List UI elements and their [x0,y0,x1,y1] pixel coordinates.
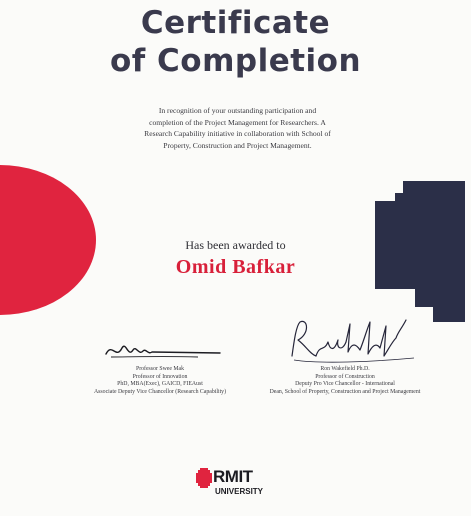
rmit-logo-sub: UNIVERSITY [215,487,264,496]
rmit-logo-name: RMIT [213,467,253,486]
certificate-title-line2: of Completion [109,43,362,79]
signatory-credentials: PhD, MBA(Exec), GAICD, FIEAust [117,381,203,388]
recognition-line: Research Capability initiative in collaboration with School of [144,129,331,139]
recognition-text [110,105,365,151]
recognition-line: In recognition of your outstanding participation and [158,106,317,115]
recognition-line: Property, Construction and Project Management. [163,140,312,150]
certificate-title-line1: Certificate [140,5,331,41]
signatory-ron-wakefield [245,366,445,396]
signatory-name: Professor Swee Mak [136,366,184,372]
signatory-swee-mak [70,366,250,396]
rmit-logo [196,466,286,506]
signature-swee-mak [102,336,232,366]
signatory-role: Deputy Pro Vice Chancellor - International [295,381,395,388]
rmit-pixel-mark-icon [196,468,212,488]
signatory-title: Professor of Construction [315,373,375,380]
recognition-line: completion of the Project Management for Researchers. A [149,117,326,127]
signatory-name: Ron Wakefield Ph.D. [320,366,370,372]
signatory-role: Associate Deputy Vice Chancellor (Research Capability) [93,388,227,395]
recipient-name: Omid Bafkar [175,256,296,278]
signatory-title: Professor of Innovation [132,373,188,380]
awarded-label: Has been awarded to [185,238,286,252]
signatory-dean-role: Dean, School of Property, Construction and Project Management [269,388,421,395]
signature-ron-wakefield [280,312,420,367]
